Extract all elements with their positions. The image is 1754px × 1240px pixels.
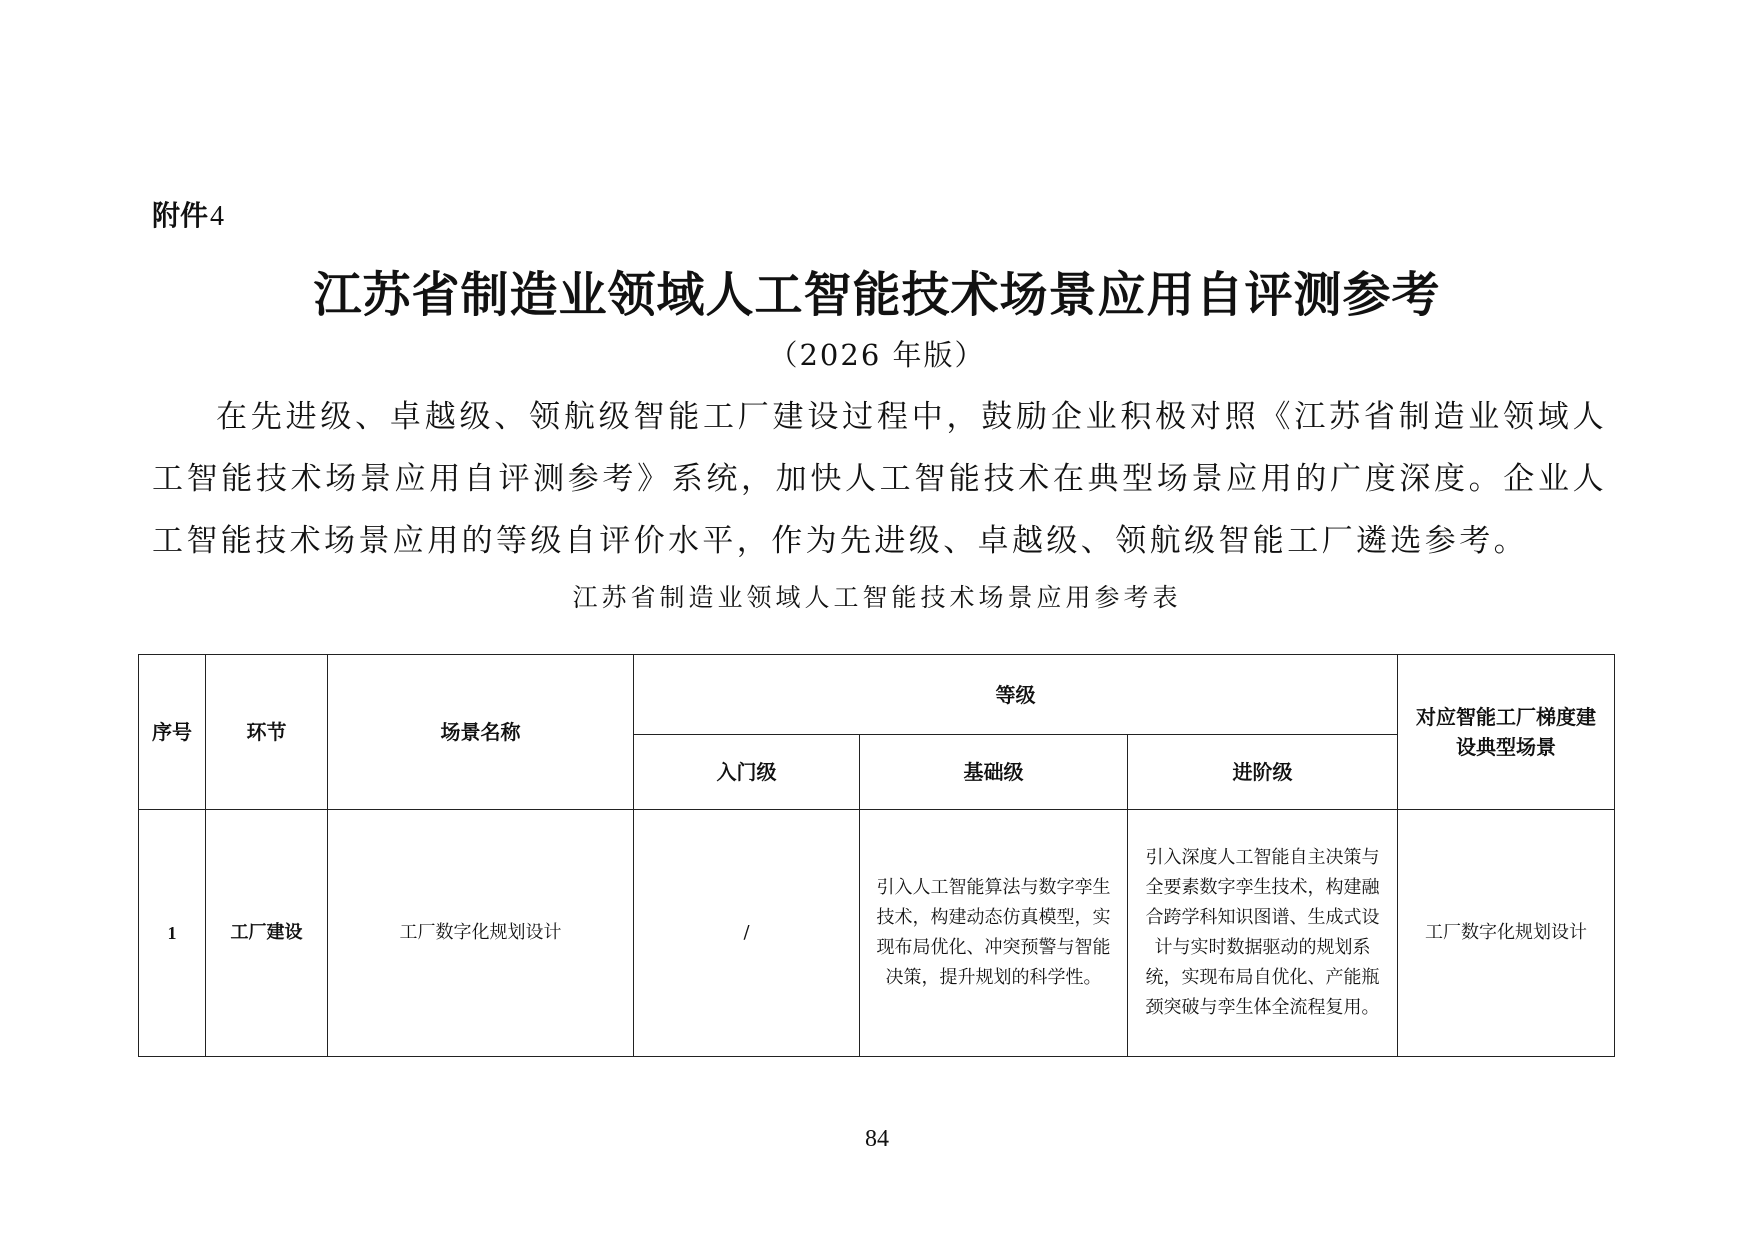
page-title: 江苏省制造业领域人工智能技术场景应用自评测参考 xyxy=(313,267,1441,323)
header-stage: 环节 xyxy=(206,655,328,810)
header-seq: 序号 xyxy=(139,655,206,810)
header-advanced-level: 进阶级 xyxy=(1128,735,1398,810)
table-row xyxy=(139,810,1615,1057)
header-scene-name: 场景名称 xyxy=(328,655,634,810)
cell-seq: 1 xyxy=(139,810,206,1057)
intro-paragraph: 在先进级、卓越级、领航级智能工厂建设过程中，鼓励企业积极对照《江苏省制造业领域人工智能技术场景应用自评测参考》系统，加快人工智能技术在典型场景应用的广度深度。企业人工智能技术场景应用的等级自评价水平，作为先进级、卓越级、领航级智能工厂遴选参考。 xyxy=(152,399,1607,559)
cell-basic-level: 引入人工智能算法与数字孪生技术，构建动态仿真模型，实现布局优化、冲突预警与智能决策，提升规划的科学性。 xyxy=(860,810,1128,1057)
attachment-number: 4 xyxy=(210,201,225,232)
reference-table xyxy=(138,654,1615,1057)
cell-typical-scene: 工厂数字化规划设计 xyxy=(1398,810,1615,1057)
header-typical-scene: 对应智能工厂梯度建设典型场景 xyxy=(1398,655,1615,810)
cell-advanced-level: 引入深度人工智能自主决策与全要素数字孪生技术，构建融合跨学科知识图谱、生成式设计与实时数据驱动的规划系统，实现布局自优化、产能瓶颈突破与孪生体全流程复用。 xyxy=(1128,810,1398,1057)
page-number: 84 xyxy=(865,1126,889,1152)
table-title: 江苏省制造业领域人工智能技术场景应用参考表 xyxy=(572,583,1182,612)
header-grade: 等级 xyxy=(634,655,1398,735)
cell-stage: 工厂建设 xyxy=(206,810,328,1057)
header-basic-level: 基础级 xyxy=(860,735,1128,810)
cell-entry-level: / xyxy=(634,810,860,1057)
attachment-label xyxy=(152,194,224,234)
table-header-row xyxy=(139,655,1615,735)
attachment-label-text: 附件 xyxy=(152,199,209,232)
cell-scene-name: 工厂数字化规划设计 xyxy=(328,810,634,1057)
header-entry-level: 入门级 xyxy=(634,735,860,810)
edition-label: （2026 年版） xyxy=(768,338,986,372)
